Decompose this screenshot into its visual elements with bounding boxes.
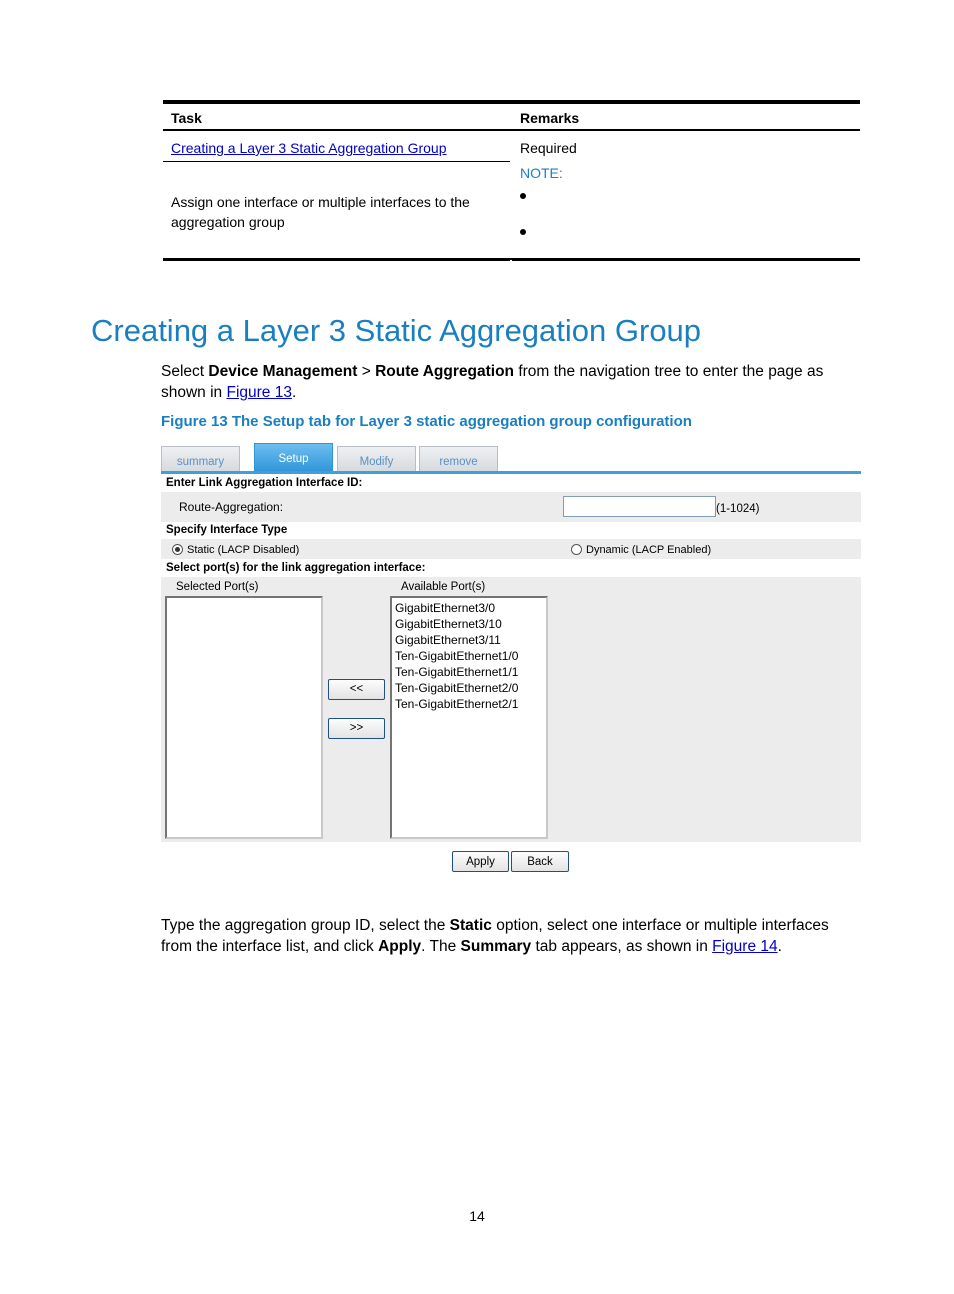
- task-assign-interfaces: Assign one interface or multiple interfaces to the aggregation group: [171, 194, 470, 230]
- bullet-2: [520, 229, 526, 235]
- list-item[interactable]: GigabitEthernet3/0: [395, 601, 496, 615]
- list-item[interactable]: Ten-GigabitEthernet1/0: [395, 649, 519, 663]
- static-option-label: Static (LACP Disabled): [187, 544, 300, 556]
- selected-ports-list[interactable]: [165, 596, 323, 839]
- list-item[interactable]: GigabitEthernet3/11: [395, 633, 501, 647]
- radio-selected-dot: [175, 547, 180, 552]
- header-task: Task: [171, 110, 202, 126]
- list-item[interactable]: Ten-GigabitEthernet1/1: [395, 665, 519, 679]
- back-button[interactable]: Back: [511, 851, 569, 872]
- tab-remove[interactable]: remove: [419, 446, 498, 472]
- tab-bar: [161, 443, 861, 474]
- interface-type-heading: Specify Interface Type: [166, 524, 288, 536]
- tab-summary[interactable]: summary: [161, 446, 240, 472]
- figure-13-link[interactable]: Figure 13: [226, 384, 292, 401]
- intro-paragraph: Select Device Management > Route Aggregation from the navigation tree to enter the page as shown in Figure 13.: [161, 363, 824, 401]
- table-row: [171, 138, 447, 158]
- route-agg-label: Route-Aggregation:: [179, 500, 284, 514]
- static-radio[interactable]: [172, 544, 183, 555]
- outro-paragraph: Type the aggregation group ID, select the Static option, select one interface or multiple interfaces from the interface list, and click Apply. The Summary tab appears, as shown in Figure 14.: [161, 917, 829, 955]
- setup-figure: [161, 443, 861, 875]
- header-remarks: Remarks: [520, 110, 580, 126]
- list-item[interactable]: Ten-GigabitEthernet2/1: [395, 697, 519, 711]
- move-left-button[interactable]: <<: [328, 679, 385, 700]
- list-item[interactable]: GigabitEthernet3/10: [395, 617, 502, 631]
- tab-setup[interactable]: Setup: [254, 443, 333, 472]
- row-rule: [163, 161, 510, 162]
- move-right-button[interactable]: >>: [328, 718, 385, 739]
- available-ports-list[interactable]: [390, 596, 548, 839]
- list-item[interactable]: Ten-GigabitEthernet2/0: [395, 681, 519, 695]
- section-title: Creating a Layer 3 Static Aggregation Group: [91, 313, 702, 348]
- page-number: 14: [469, 1208, 485, 1224]
- interface-id-heading: Enter Link Aggregation Interface ID:: [166, 477, 363, 489]
- ports-heading: Select port(s) for the link aggregation interface:: [166, 562, 426, 574]
- route-agg-input[interactable]: [563, 496, 716, 517]
- selected-ports-label: Selected Port(s): [176, 581, 259, 593]
- table-top-rule: [163, 100, 860, 104]
- apply-button[interactable]: Apply: [452, 851, 509, 872]
- task-link-create-group[interactable]: Creating a Layer 3 Static Aggregation Group: [171, 140, 447, 156]
- tab-modify[interactable]: Modify: [337, 446, 416, 472]
- remark-required: Required: [520, 140, 577, 156]
- task-table: [163, 100, 860, 262]
- tab-underline: [161, 471, 861, 474]
- table-column-gap: [510, 260, 512, 262]
- figure-14-link[interactable]: Figure 14: [712, 938, 778, 955]
- route-agg-range: (1-1024): [716, 503, 760, 515]
- dynamic-radio[interactable]: [571, 544, 582, 555]
- available-ports-label: Available Port(s): [401, 581, 486, 593]
- bullet-1: [520, 193, 526, 199]
- dynamic-option-label: Dynamic (LACP Enabled): [586, 544, 712, 556]
- note-label: NOTE:: [520, 165, 563, 181]
- figure-caption: Figure 13 The Setup tab for Layer 3 static aggregation group configuration: [161, 413, 692, 430]
- table-header-rule: [163, 129, 860, 131]
